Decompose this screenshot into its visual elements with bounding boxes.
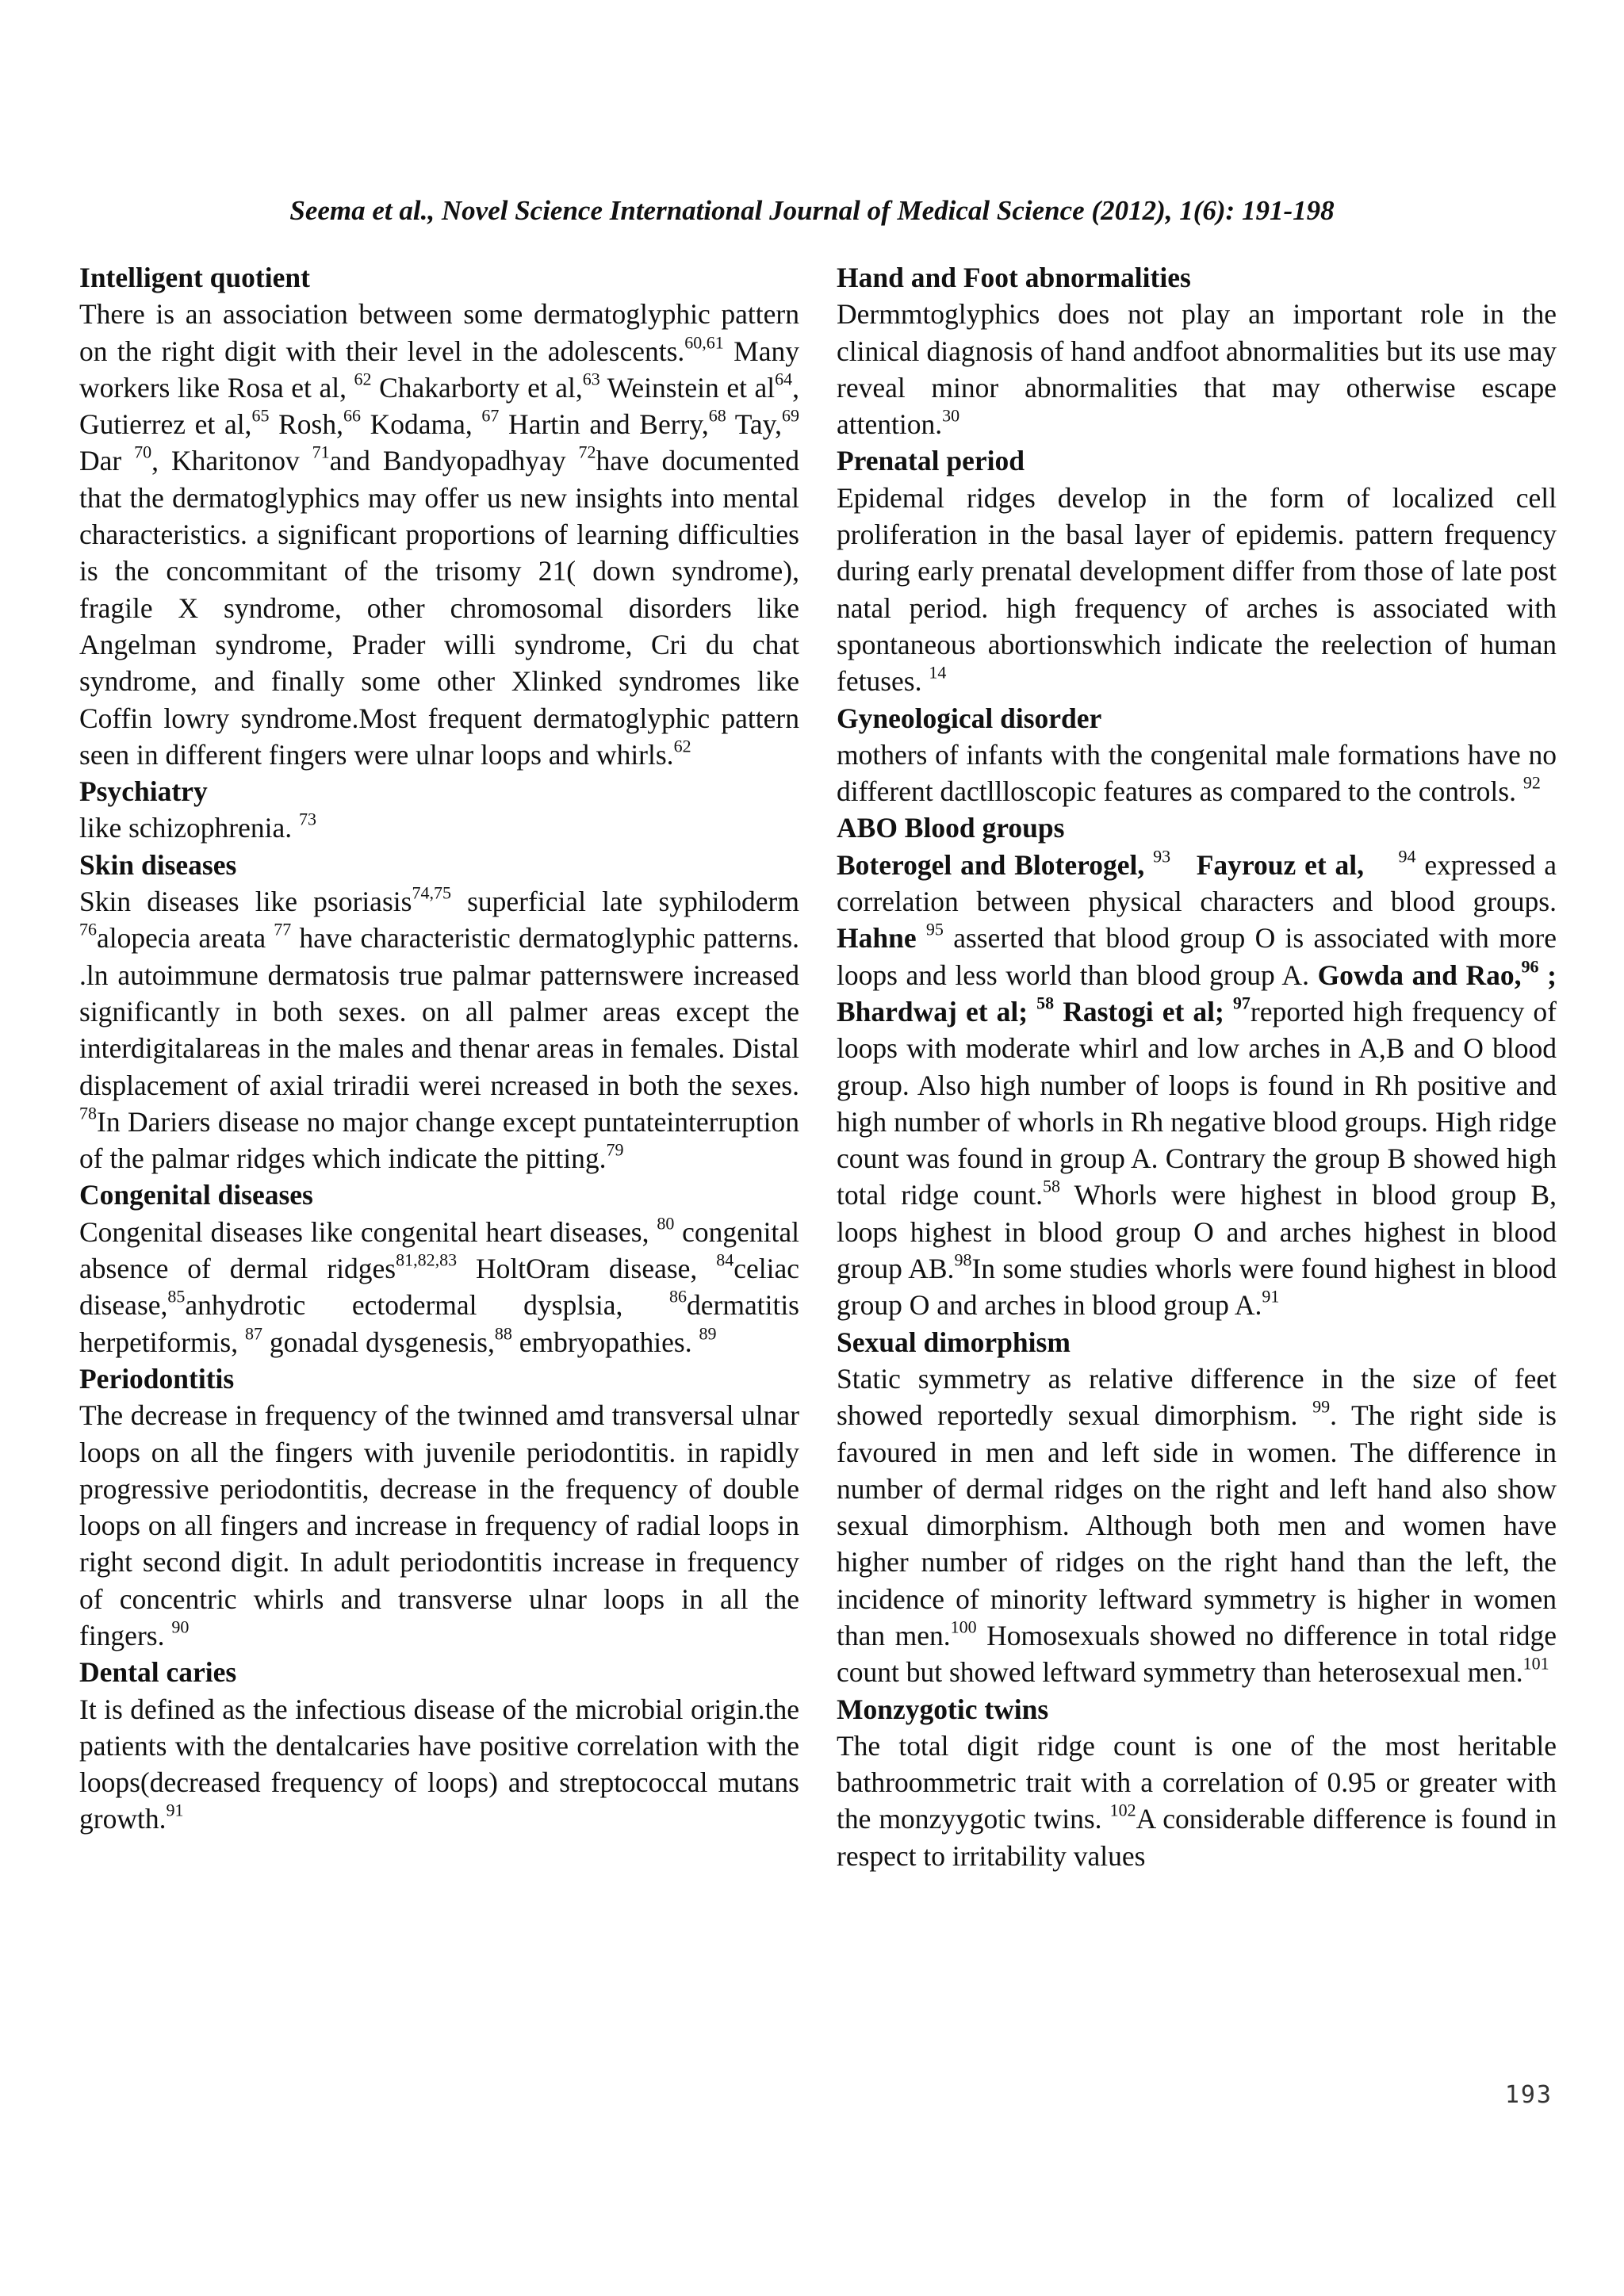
- citation: 14: [929, 662, 947, 683]
- citation: 78: [79, 1103, 97, 1123]
- citation: 80: [657, 1213, 675, 1234]
- citation: 58: [1043, 1177, 1060, 1197]
- running-head: Seema et al., Novel Science International Journal of Medical Science (2012), 1(6): 191-198: [289, 195, 1335, 226]
- citation: 81,82,83: [396, 1249, 458, 1270]
- citation: 73: [299, 809, 316, 830]
- left-column: [79, 259, 799, 1838]
- section-heading-sexual-dimorphism: Sexual dimorphism: [837, 1326, 1071, 1358]
- citation: 66: [343, 405, 361, 426]
- paragraph-dental-caries: It is defined as the infectious disease of the microbial origin.the patients with the dentalcaries have positive correlation with the loops(decreased frequency of loops) and streptococcal mutans growth.$^{91}$: [79, 1693, 799, 1835]
- paragraph-periodontitis: The decrease in frequency of the twinned amd transversal ulnar loops on all the fingers with juvenile periodontitis. in rapidly progressive periodontitis, decrease in the frequency of double loops on all fingers and increase in frequency of radial loops in right second digit. In adult periodontitis increase in frequency of concentric whirls and transverse ulnar loops in all the fingers. $^{90}$: [79, 1399, 799, 1651]
- citation: 58: [1036, 993, 1055, 1013]
- citation: 97: [1232, 993, 1251, 1013]
- citation: 77: [274, 919, 292, 939]
- citation: 67: [481, 405, 500, 426]
- paragraph-hand-foot: Dermmtoglyphics does not play an important role in the clinical diagnosis of hand andfoot abnormalities but its use may reveal minor abnormalities that may otherwise escape attention.$^{30}$: [837, 298, 1557, 441]
- paragraph-sexual-dimorphism: Static symmetry as relative difference in the size of feet showed reportedly sexual dimorphism. $^{99}$. The right side is favoured in men and left side in women. The difference in number of dermal ridges on the right and left hand also show sexual dimorphism. Although both men and women have higher number of ridges on the right hand than the left, the incidence of minority leftward symmetry is higher in women than men.$^{100}$ Homosexuals showed no difference in total ridge count but showed leftward symmetry than heterosexual men.$^{101}$: [837, 1362, 1557, 1689]
- section-heading-congenital: Congenital diseases: [79, 1179, 313, 1211]
- citation: 86: [669, 1286, 688, 1307]
- citation: 87: [245, 1323, 262, 1344]
- citation: 30: [942, 405, 960, 426]
- paragraph-psychiatry: like schizophrenia. $^{73}$: [79, 809, 316, 844]
- section-heading-gyneological: Gyneological disorder: [837, 702, 1102, 734]
- citation: 101: [1522, 1653, 1549, 1674]
- section-heading-hand-foot: Hand and Foot abnormalities: [837, 262, 1191, 293]
- citation: 68: [708, 405, 726, 426]
- paragraph-gyneological: mothers of infants with the congenital male formations have no different dactllloscopic features as compared to the controls. $^{92}$: [837, 738, 1557, 808]
- paragraph-abo: Boterogel and Bloterogel, $^{93}$ Fayrouz et al, $^{94}$ expressed a correlation between physical characters and blood groups. Hahne $^{95}$ asserted that blood group O is associated with more loops and less world than blood group A. Gowda and Rao,$^{96}$ ; Bhardwaj et al; $^{58}$ Rastogi et al; $^{97}$reported high frequency of loops with moderate whirl and low arches in A,B and O blood group. Also high number of loops is found in Rh positive and high number of whorls in Rh negative blood groups. High ridge count was found in group A. Contrary the group B showed high total ridge count.$^{58}$ Whorls were highest in blood group B, loops highest in blood group O and arches highest in blood group AB.$^{98}$In some studies whorls were found highest in blood group O and arches in blood group A.$^{91}$: [837, 846, 1557, 1322]
- paragraph-iq: There is an association between some dermatoglyphic pattern on the right digit with their level in the adolescents.$^{60,61}$ Many workers like Rosa et al, $^{62}$ Chakarborty et al,$^{63}$ Weinstein et $al^{64}$, Gutierrez et al,$^{65}$ Rosh,$^{66}$ Kodama, $^{67}$ Hartin and Berry,$^{68}$ Tay,$^{69}$ Dar $^{70}$, Kharitonov $^{71}$and Bandyopadhyay $^{72}$have documented that the dermatoglyphics may offer us new insights into mental characteristics. a significant proportions of learning difficulties is the concommitant of the trisomy 21( down syndrome), fragile X syndrome, other chromosomal disorders like Angelman syndrome, Prader willi syndrome, Cri du chat syndrome, and finally some other Xlinked syndromes like Coffin lowry syndrome.Most frequent dermatoglyphic pattern seen in different fingers were ulnar loops and whirls.$^{62}$: [79, 298, 800, 771]
- paragraph-skin: Skin diseases like psoriasis$^{74,75}$ superficial late syphiloderm $^{76}$alopecia areata $^{77}$ have characteristic dermatoglyphic patterns. .ln autoimmune dermatosis true palmar patternswere increased significantly in both sexes. on all palmer areas except the interdigitalareas in the males and thenar areas in females. Distal displacement of axial triradii werei ncreased in both the sexes. $^{78}$In Dariers disease no major change except puntateinterruption of the palmar ridges which indicate the pitting.$^{79}$: [79, 882, 800, 1175]
- section-heading-iq: Intelligent quotient: [79, 262, 310, 293]
- citation: 76: [79, 919, 97, 939]
- citation: 94: [1398, 846, 1416, 867]
- citation: 98: [954, 1249, 972, 1270]
- citation: 91: [166, 1800, 184, 1821]
- section-heading-twins: Monzygotic twins: [837, 1693, 1049, 1725]
- citation: 89: [699, 1323, 717, 1344]
- citation: 88: [494, 1323, 512, 1344]
- citation: 99: [1312, 1396, 1331, 1417]
- citation: 84: [716, 1249, 734, 1270]
- citation: 63: [582, 369, 600, 389]
- section-heading-psychiatry: Psychiatry: [79, 775, 208, 808]
- citation: 102: [1109, 1800, 1136, 1821]
- right-column: [837, 259, 1557, 1874]
- citation: 100: [950, 1617, 977, 1637]
- section-heading-prenatal: Prenatal period: [837, 445, 1025, 477]
- citation: 64: [775, 369, 793, 389]
- citation: 65: [251, 405, 270, 426]
- section-heading-abo: ABO Blood groups: [837, 812, 1065, 844]
- citation: 69: [782, 405, 799, 426]
- citation: 96: [1521, 956, 1539, 977]
- paragraph-prenatal: Epidemal ridges develop in the form of localized cell proliferation in the basal layer of epidemis. pattern frequency during early prenatal development differ from those of late post natal period. high frequency of arches is associated with spontaneous abortionswhich indicate the reelection of human fetuses. $^{14}$: [837, 481, 1557, 698]
- section-heading-periodontitis: Periodontitis: [79, 1362, 235, 1395]
- citation: 90: [171, 1617, 190, 1637]
- paragraph-congenital: Congenital diseases like congenital heart diseases, $^{80}$ congenital absence of dermal ridges$^{81,82,83}$ HoltOram disease, $^{84}$celiac disease,$^{85}$anhydrotic ectodermal dysplsia, $^{86}$dermatitis herpetiformis, $^{87}$ gonadal dysgenesis,$^{88}$ embryopathies. $^{89}$: [79, 1213, 799, 1358]
- paragraph-twins: The total digit ridge count is one of the most heritable bathroommetric trait with a correlation of 0.95 or greater with the monzyygotic twins. $^{102}$A considerable difference is found in respect to irritability values: [837, 1729, 1557, 1872]
- citation: 93: [1153, 846, 1171, 867]
- citation: 60,61: [684, 332, 724, 353]
- citation: 74,75: [412, 882, 451, 903]
- citation: 71: [312, 442, 330, 463]
- citation: 70: [134, 442, 152, 463]
- citation: 62: [354, 369, 372, 389]
- page-number: 193: [1504, 2081, 1553, 2109]
- citation: 95: [925, 919, 944, 939]
- citation: 85: [167, 1286, 186, 1307]
- citation: 91: [1262, 1286, 1280, 1307]
- citation: 62: [673, 736, 691, 756]
- citation: 79: [606, 1139, 624, 1160]
- section-heading-dental-caries: Dental caries: [79, 1656, 237, 1689]
- citation: 72: [578, 442, 596, 463]
- citation: 92: [1522, 772, 1541, 793]
- section-heading-skin: Skin diseases: [79, 848, 237, 881]
